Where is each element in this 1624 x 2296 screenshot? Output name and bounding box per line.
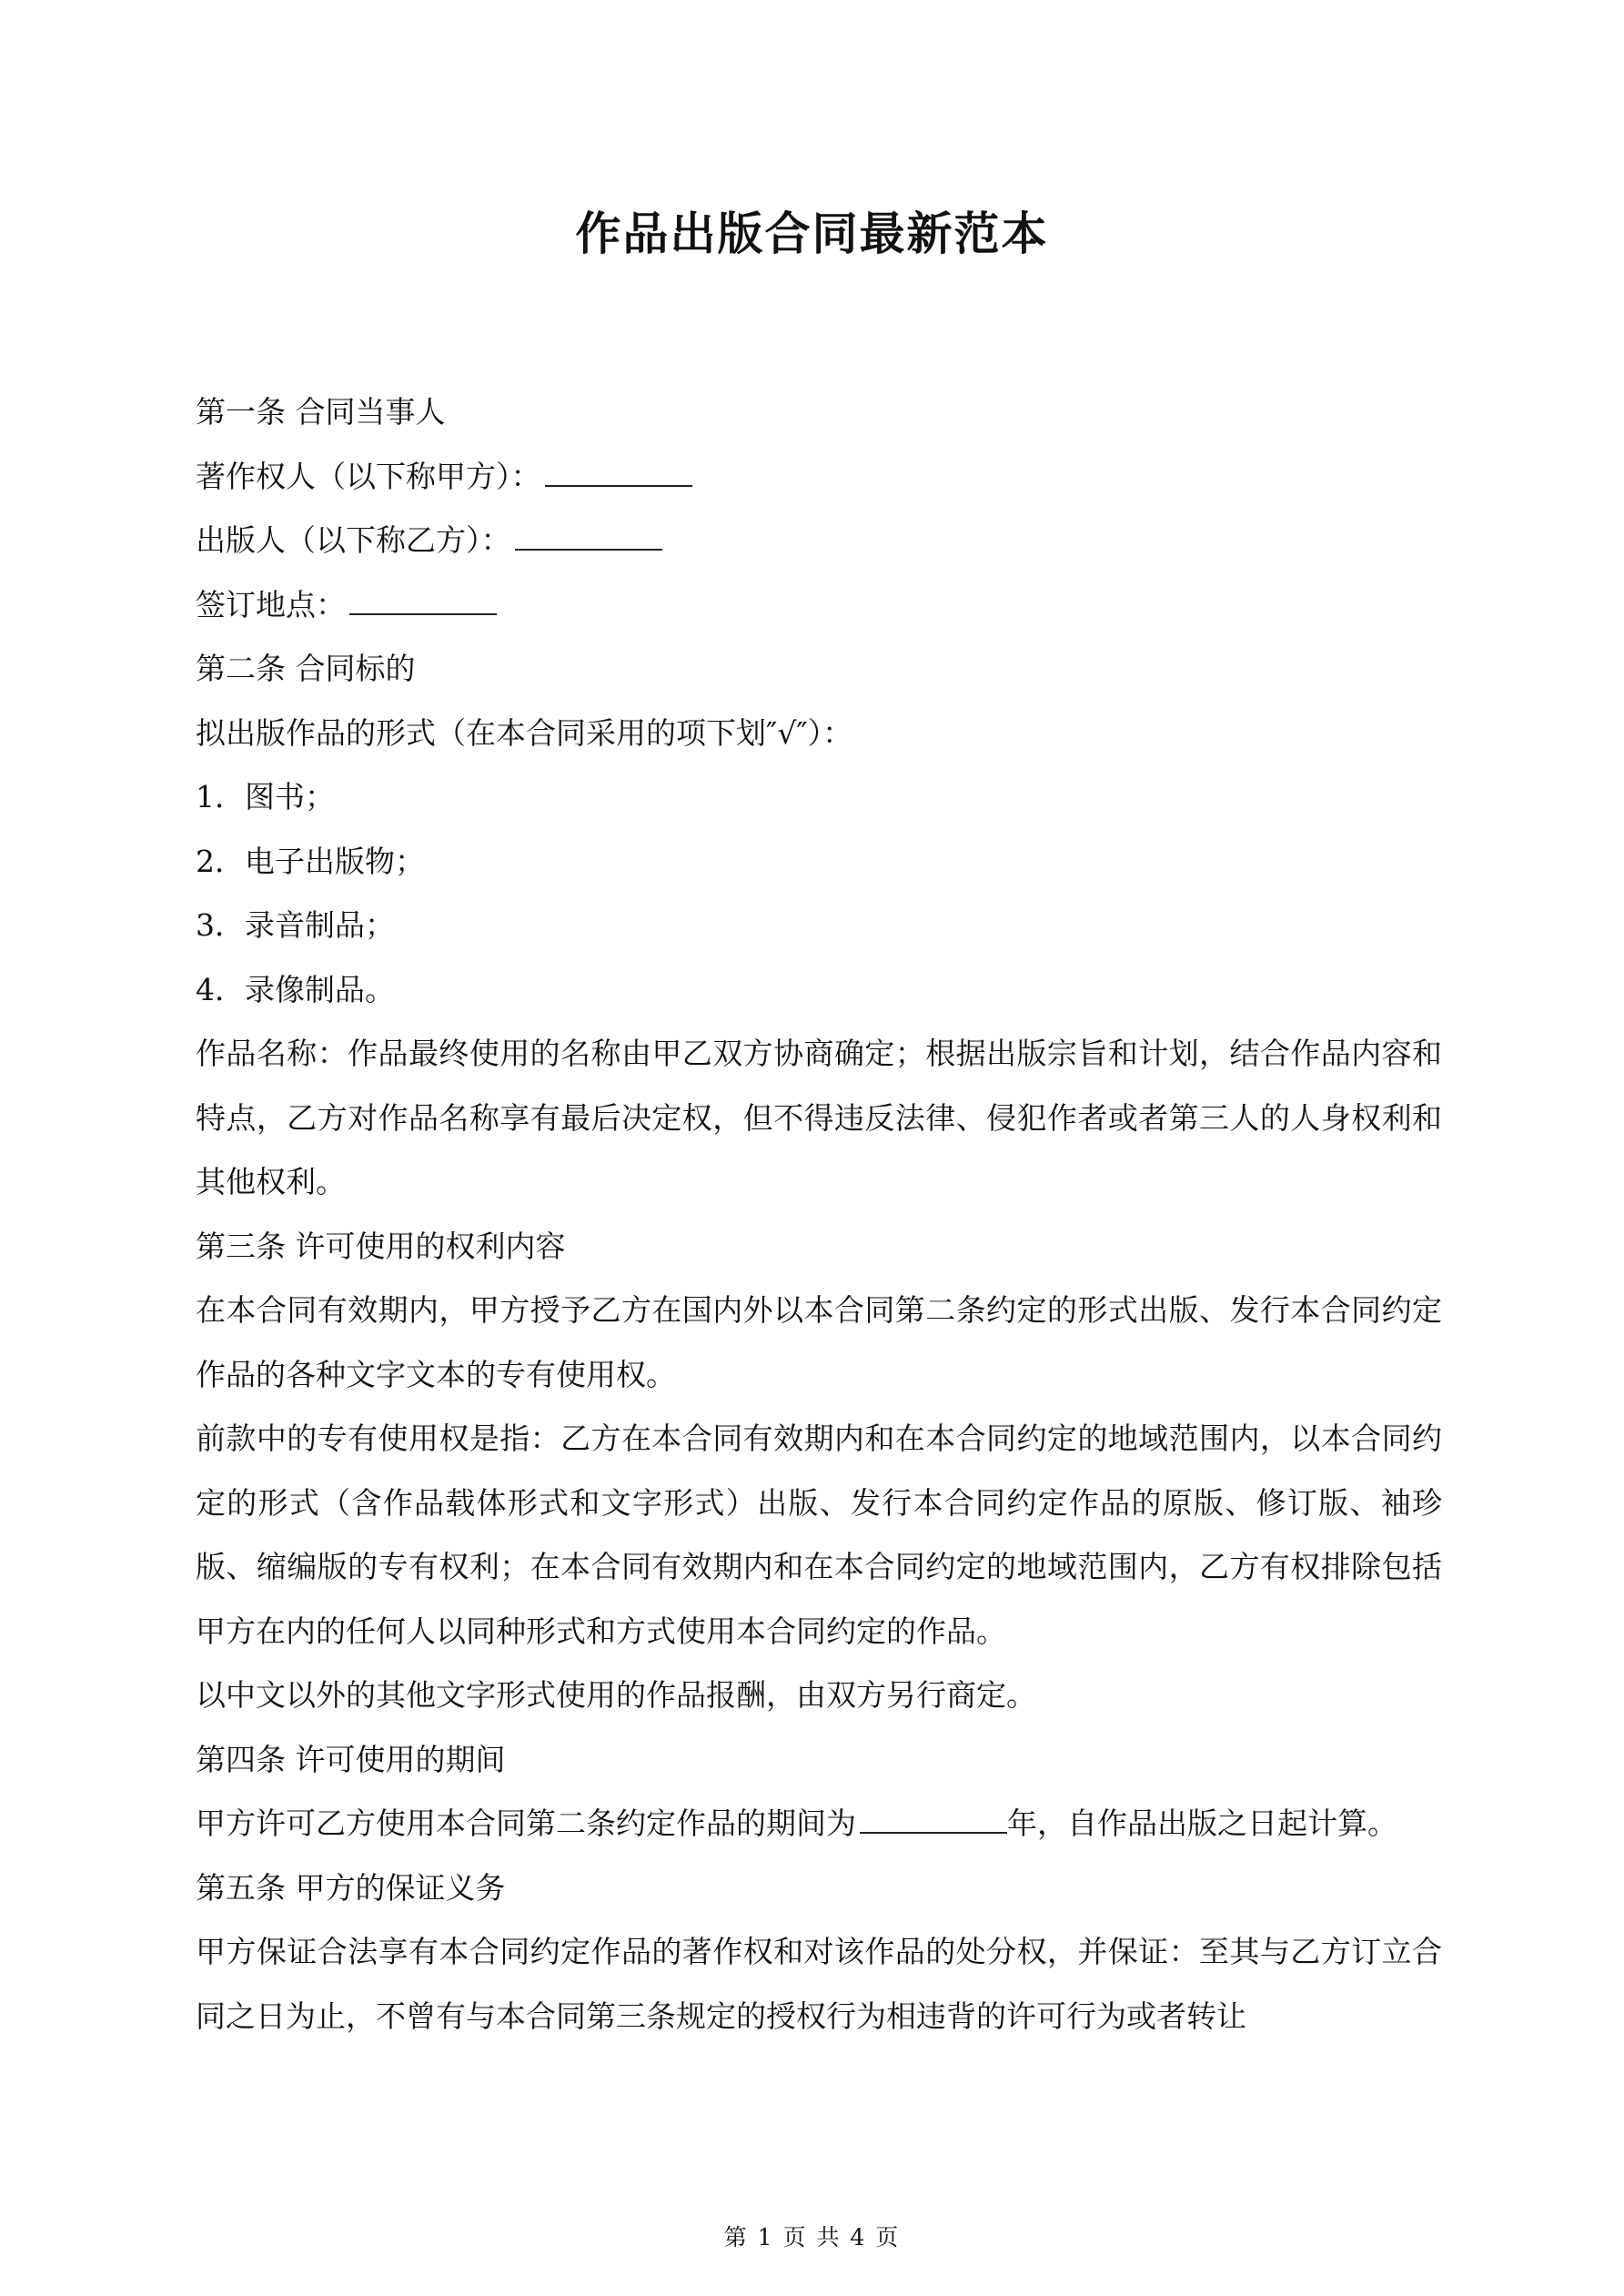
document-title: 作品出版合同最新范本 [575,207,1049,260]
page-footer: 第 1 页 共 4 页 [723,2224,901,2250]
body-paragraph: 甲方保证合法享有本合同约定作品的著作权和对该作品的处分权，并保证：至其与乙方订立合同之日为止，不曾有与本合同第三条规定的授权行为相违背的许可行为或者转让 [196,1934,1442,2034]
body-line: 拟出版作品的形式（在本合同采用的项下划″√″）： [196,714,853,751]
term-paragraph [196,1792,1442,1856]
body-paragraph: 在本合同有效期内，甲方授予乙方在国内外以本合同第二条约定的形式出版、发行本合同约定作品的各种文字文本的专有使用权。 [196,1292,1442,1392]
party-b-blank [515,525,662,551]
section-heading: 第三条 许可使用的权利内容 [196,1228,566,1264]
term-text-after: 年，自作品出版之日起计算。 [1007,1805,1397,1841]
term-text-before: 甲方许可乙方使用本合同第二条约定作品的期间为 [196,1805,856,1841]
list-item: 3．录音制品； [196,907,395,943]
signing-place-blank [349,590,497,615]
body-paragraph: 作品名称：作品最终使用的名称由甲乙双方协商确定；根据出版宗旨和计划，结合作品内容和特点，乙方对作品名称享有最后决定权，但不得违反法律、侵犯作者或者第三人的人身权利和其他权利。 [196,1036,1442,1199]
party-a-blank [545,461,692,487]
body-line: 以中文以外的其他文字形式使用的作品报酬，由双方另行商定。 [196,1677,1036,1713]
section-heading: 第二条 合同标的 [196,651,416,686]
body-paragraph: 前款中的专有使用权是指：乙方在本合同有效期内和在本合同约定的地域范围内，以本合同约定的形式（含作品载体形式和文字形式）出版、发行本合同约定作品的原版、修订版、袖珍版、缩编版的专有权利；在本合同有效期内和在本合同约定的地域范围内，乙方有权排除包括甲方在内的任何人以同种形式和方式使用本合同约定的作品。 [196,1421,1442,1649]
list-item: 4．录像制品。 [196,971,395,1007]
party-b-line [196,509,1442,573]
party-a-label: 著作权人（以下称甲方）： [196,458,541,494]
section-heading: 第一条 合同当事人 [196,394,446,430]
term-years-blank [860,1808,1007,1834]
signing-place-line [196,573,1442,638]
signing-place-label: 签订地点： [196,586,346,622]
section-heading: 第四条 许可使用的期间 [196,1741,506,1777]
party-a-line [196,445,1442,510]
document-body [196,380,1442,2048]
section-heading: 第五条 甲方的保证义务 [196,1869,506,1906]
list-item: 2．电子出版物； [196,843,425,879]
party-b-label: 出版人（以下称乙方）： [196,522,511,558]
list-item: 1．图书； [196,779,335,814]
